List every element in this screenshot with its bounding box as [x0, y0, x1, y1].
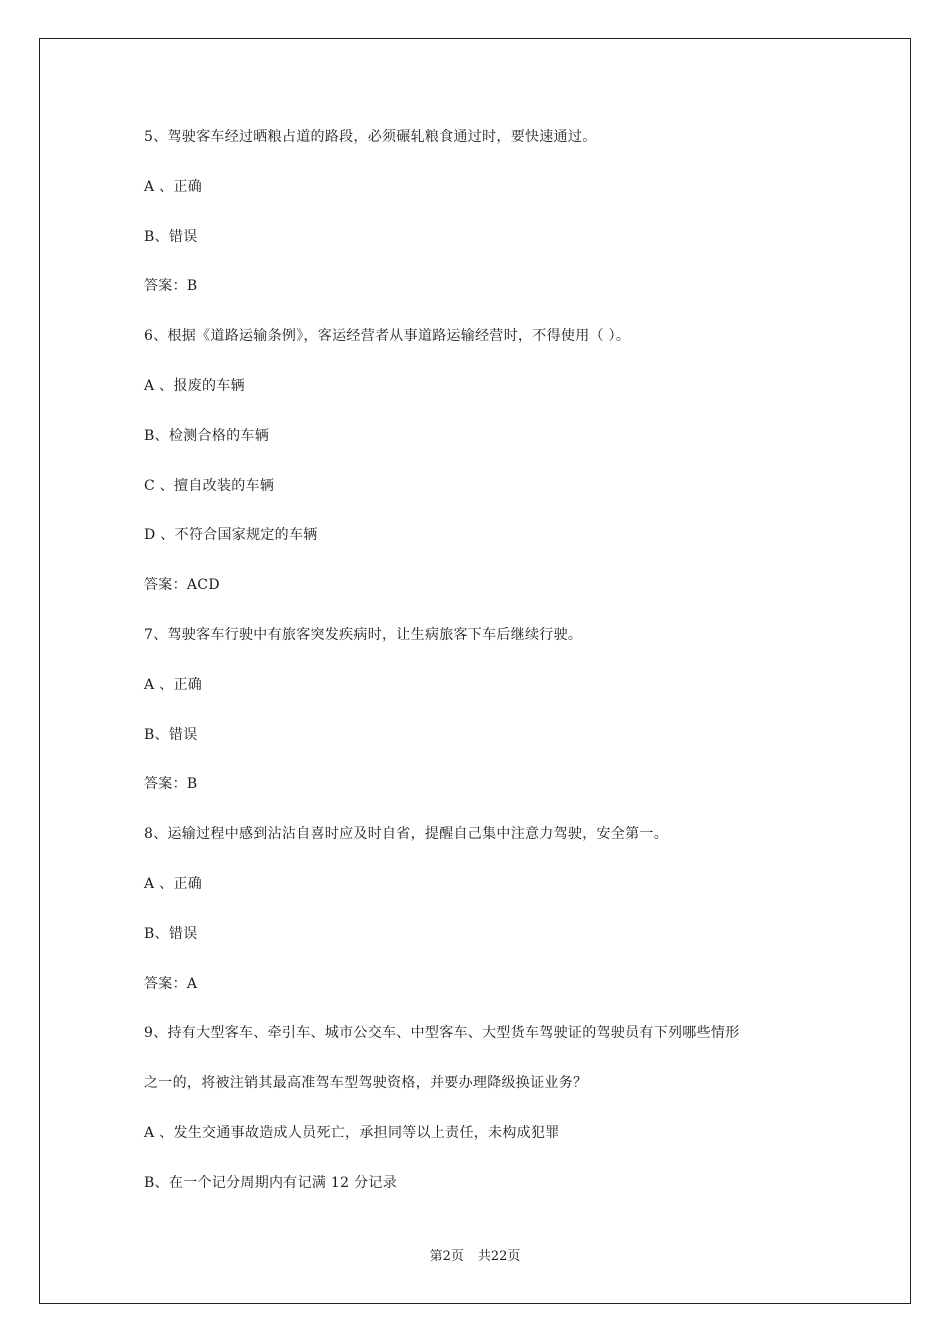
question-7-answer: 答案：B	[144, 776, 198, 793]
question-7-option-a: A 、正确	[144, 676, 203, 693]
question-5-option-a: A 、正确	[144, 178, 203, 195]
question-5-answer: 答案：B	[144, 278, 198, 295]
question-6-option-a: A 、报废的车辆	[144, 377, 245, 394]
question-7-option-b: B、错误	[144, 726, 198, 743]
question-6: 6、根据《道路运输条例》，客运经营者从事道路运输经营时，不得使用（ ）。	[144, 328, 631, 345]
question-5-option-b: B、错误	[144, 228, 198, 245]
question-8-option-a: A 、正确	[144, 875, 203, 892]
question-8-option-b: B、错误	[144, 925, 198, 942]
question-9-line-2: 之一的，将被注销其最高准驾车型驾驶资格，并要办理降级换证业务？	[144, 1075, 588, 1092]
question-9-option-b: B、在一个记分周期内有记满 12 分记录	[144, 1174, 398, 1191]
question-6-option-c: C 、擅自改装的车辆	[144, 477, 275, 494]
question-5: 5、驾驶客车经过晒粮占道的路段，必须碾轧粮食通过时，要快速通过。	[144, 129, 597, 145]
page-total: 共22页	[477, 1249, 521, 1264]
page-number: 第2页	[429, 1249, 464, 1264]
page-footer	[0, 1248, 950, 1266]
document-body	[144, 126, 824, 1222]
question-6-option-b: B、检测合格的车辆	[144, 427, 269, 444]
question-6-answer: 答案：ACD	[144, 577, 220, 594]
question-9-option-a: A 、发生交通事故造成人员死亡，承担同等以上责任，未构成犯罪	[144, 1124, 560, 1141]
question-8: 8、运输过程中感到沾沾自喜时应及时自省，提醒自己集中注意力驾驶，安全第一。	[144, 826, 669, 843]
question-7: 7、驾驶客车行驶中有旅客突发疾病时，让生病旅客下车后继续行驶。	[144, 626, 583, 643]
question-9-line-1: 9、持有大型客车、牵引车、城市公交车、中型客车、大型货车驾驶证的驾驶员有下列哪些情形	[144, 1025, 740, 1042]
question-8-answer: 答案：A	[144, 975, 198, 992]
question-6-option-d: D 、不符合国家规定的车辆	[144, 527, 318, 544]
